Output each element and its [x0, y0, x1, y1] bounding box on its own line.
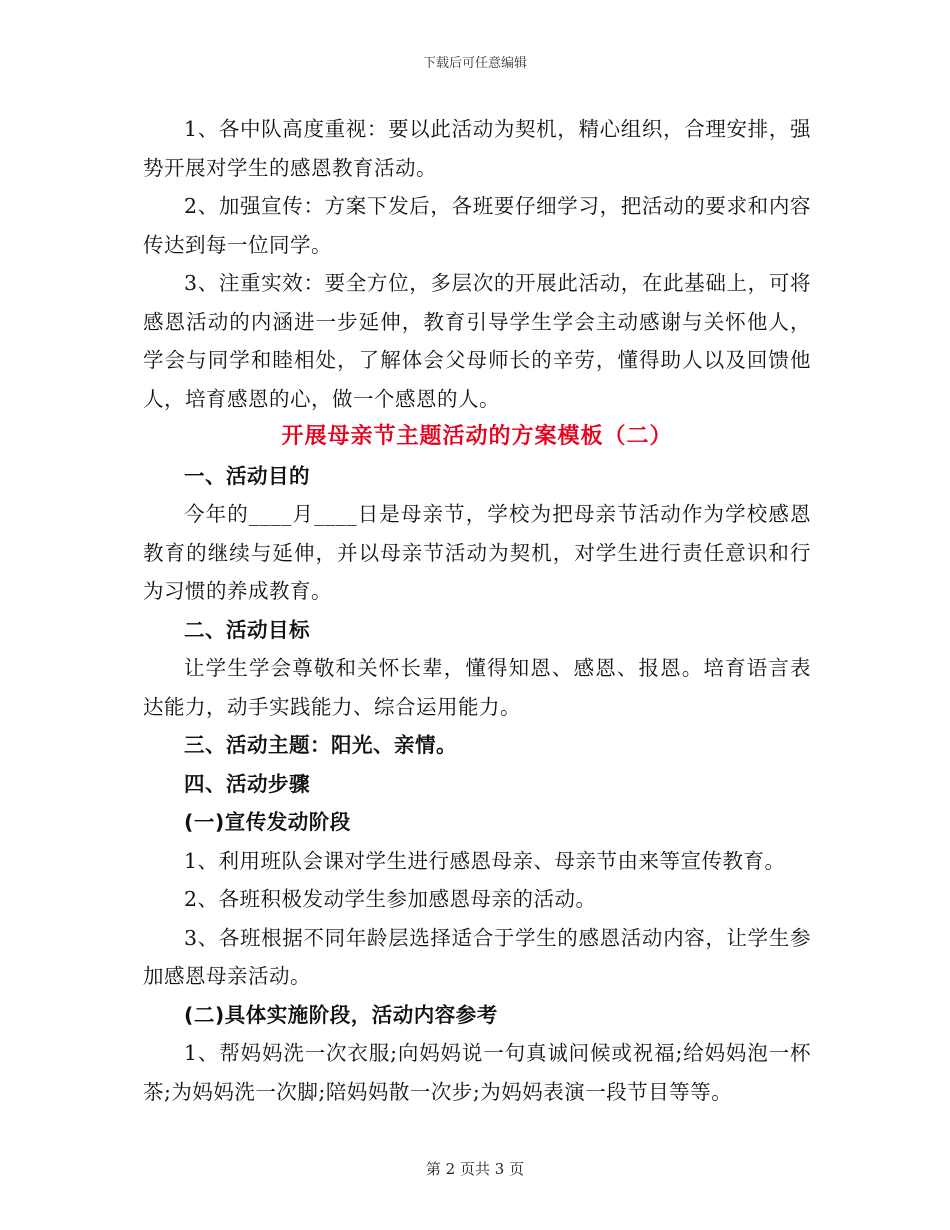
paragraph-requirement-3: 3、注重实效：要全方位，多层次的开展此活动，在此基础上，可将感恩活动的内涵进一步延伸，教育引导学生学会主动感谢与关怀他人，学会与同学和睦相处，了解体会父母师长的辛劳，懂得助人以及回馈他人，培育感恩的心，做一个感恩的人。 [143, 271, 811, 411]
section-title: 开展母亲节主题活动的方案模板（二） [281, 424, 673, 449]
heading-activity-goal: 二、活动目标 [184, 617, 310, 642]
list-item-stage1-1: 1、利用班队会课对学生进行感恩母亲、母亲节由来等宣传教育。 [184, 848, 786, 873]
page-header-note: 下载后可任意编辑 [422, 56, 527, 71]
paragraph-activity-goal: 让学生学会尊敬和关怀长辈，懂得知恩、感恩、报恩。培育语言表达能力，动手实践能力、综合运用能力。 [143, 656, 811, 719]
document-body [143, 110, 811, 1111]
paragraph-requirement-2: 2、加强宣传：方案下发后，各班要仔细学习，把活动的要求和内容传达到每一位同学。 [143, 194, 811, 257]
heading-stage-publicity: (一)宣传发动阶段 [184, 810, 351, 834]
heading-activity-steps: 四、活动步骤 [184, 771, 310, 796]
list-item-stage1-2: 2、各班积极发动学生参加感恩母亲的活动。 [184, 887, 597, 911]
page-footer-number: 第 2 页共 3 页 [425, 1160, 525, 1178]
heading-activity-theme: 三、活动主题：阳光、亲情。 [184, 733, 457, 757]
heading-stage-implementation: (二)具体实施阶段，活动内容参考 [184, 1002, 498, 1027]
list-item-stage1-3: 3、各班根据不同年龄层选择适合于学生的感恩活动内容，让学生参加感恩母亲活动。 [143, 925, 811, 988]
list-item-stage2-1: 1、帮妈妈洗一次衣服;向妈妈说一句真诚问候或祝福;给妈妈泡一杯茶;为妈妈洗一次脚;陪妈妈散一次步;为妈妈表演一段节目等等。 [143, 1041, 811, 1104]
paragraph-activity-purpose: 今年的____月____日是母亲节，学校为把母亲节活动作为学校感恩教育的继续与延伸，并以母亲节活动为契机，对学生进行责任意识和行为习惯的养成教育。 [143, 502, 811, 603]
paragraph-requirement-1: 1、各中队高度重视：要以此活动为契机，精心组织，合理安排，强势开展对学生的感恩教育活动。 [143, 117, 811, 180]
heading-activity-purpose: 一、活动目的 [184, 463, 310, 488]
